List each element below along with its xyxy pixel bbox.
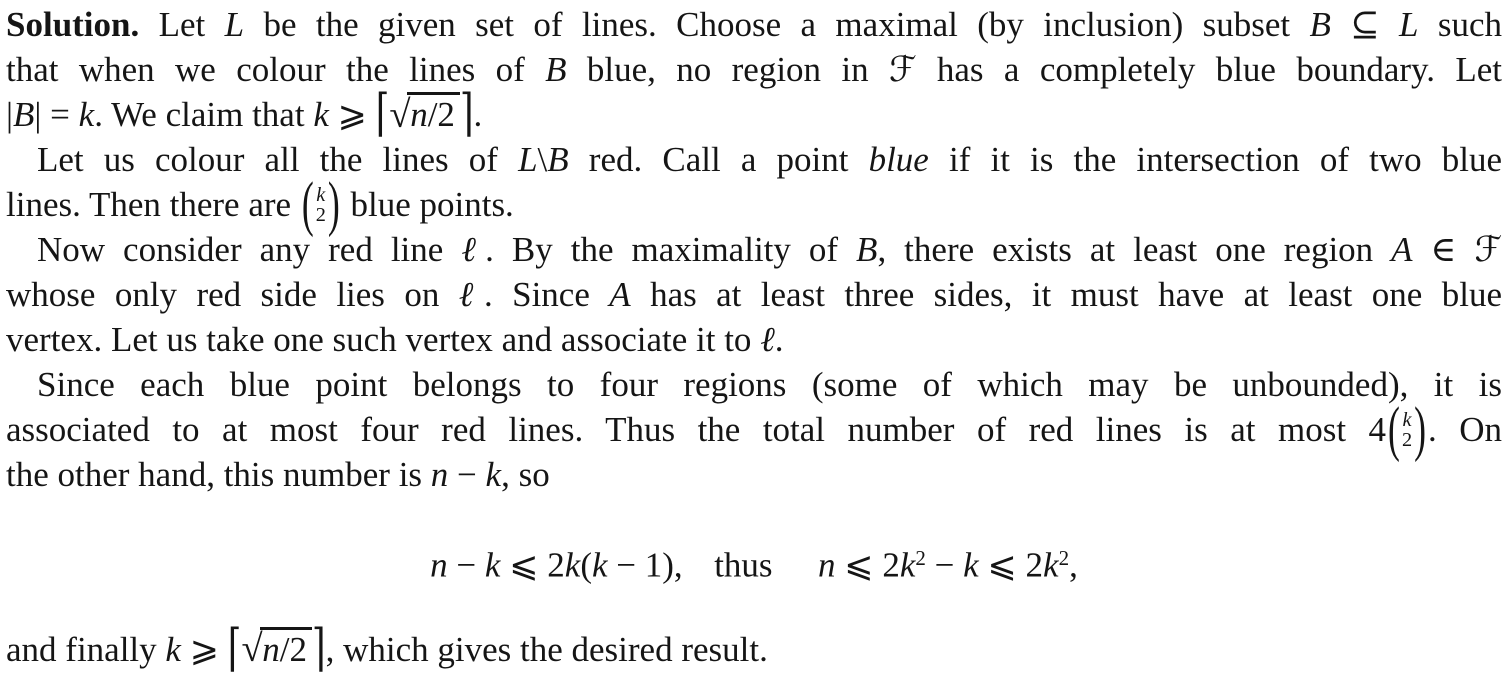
math-var: k (165, 629, 181, 669)
ceil-sqrt-expression (375, 85, 474, 142)
text-line (6, 227, 1502, 272)
text-run: − 1), (607, 545, 683, 585)
text-line (6, 2, 1502, 47)
text-line (6, 85, 1502, 142)
math-var: k (313, 95, 329, 134)
text-run: Now consider any red line (37, 230, 462, 269)
text-run: | (6, 95, 14, 134)
text-run: ⩽ 2 (835, 545, 900, 585)
math-var: L (224, 5, 245, 44)
binom-bottom: 2 (1401, 428, 1413, 451)
text-run: thus (714, 545, 773, 585)
binom-top: k (1402, 408, 1412, 431)
text-line (6, 619, 1502, 677)
math-var: k (899, 545, 916, 585)
text-line (6, 452, 1502, 497)
right-ceiling-icon: ⌉ (311, 619, 326, 677)
text-line (6, 168, 1502, 238)
text-line (6, 137, 1502, 182)
math-var: k (484, 545, 501, 585)
radical-sign-icon: √ (241, 628, 263, 671)
display-equation (6, 536, 1502, 588)
text-run: ⩾ (180, 629, 228, 669)
text-run: lines. Then there are (6, 185, 300, 224)
text-line (6, 393, 1502, 463)
text-run: . (774, 320, 784, 359)
script-cap-f: ℱ (889, 50, 917, 89)
text-run: − (925, 545, 964, 585)
text-run: . By the maximality of (485, 230, 857, 269)
math-var: k (963, 545, 979, 585)
math-var: B (856, 230, 878, 269)
text-run: ∈ (1412, 230, 1475, 269)
text-run: ⊆ (1330, 5, 1399, 44)
text-run: blue, no region in (566, 50, 890, 89)
math-var: k (591, 545, 608, 585)
right-paren-icon: ) (1414, 393, 1426, 463)
math-var: L (518, 140, 538, 179)
text-run: associated to at most four red lines. Thus the total number of red lines is at most 4 (6, 410, 1387, 449)
text-run: . Since (483, 275, 610, 314)
math-var: n (262, 629, 280, 669)
text-run: ⩽ 2 (978, 545, 1044, 585)
math-var: A (1391, 230, 1413, 269)
math-var: n (430, 545, 448, 585)
superscript: 2 (915, 546, 926, 570)
radical-sign-icon: √ (389, 93, 411, 136)
text-line (6, 47, 1502, 92)
text-run: , (1069, 545, 1078, 585)
binomial-coefficient (1388, 393, 1426, 463)
text-run: − (447, 545, 485, 585)
text-run: vertex. Let us take one such vertex and associate it to (6, 320, 761, 359)
text-run: such (1418, 5, 1502, 44)
text-run: red. Call a point (568, 140, 869, 179)
text-line (6, 317, 1502, 362)
binomial-coefficient (301, 168, 340, 238)
text-run: blue points. (341, 185, 514, 224)
text-run: /2 (427, 95, 455, 134)
text-run: /2 (279, 629, 308, 669)
text-run: Let us colour all the lines of (37, 140, 519, 179)
text-run: Let (139, 5, 225, 44)
text-run: . (473, 95, 483, 134)
text-run: ⩾ (328, 95, 376, 134)
left-paren-icon: ( (301, 168, 314, 238)
bold-run: Solution. (6, 5, 140, 44)
math-var: n (818, 545, 836, 585)
math-var: B (547, 140, 569, 179)
binom-top: k (316, 183, 326, 206)
left-ceiling-icon: ⌈ (375, 85, 390, 142)
radicand (407, 92, 459, 134)
text-run: Since each blue point belongs to four regions (some of which may be unbounded), it is (37, 365, 1502, 404)
text-run: , so (501, 455, 550, 494)
text-run: whose only red side lies on (6, 275, 459, 314)
right-ceiling-icon: ⌉ (459, 85, 474, 142)
superscript: 2 (1058, 546, 1070, 570)
math-var: k (78, 95, 95, 134)
text-run: , which gives the desired result. (325, 629, 768, 669)
text-run: has a completely blue boundary. Let (916, 50, 1502, 89)
text-run: \ (537, 140, 548, 179)
math-var: B (1309, 5, 1331, 44)
text-run: , there exists at least one region (877, 230, 1392, 269)
math-var: ℓ (458, 275, 484, 314)
text-run: that when we colour the lines of (6, 50, 546, 89)
text-run: . On (1427, 410, 1502, 449)
script-cap-f: ℱ (1474, 230, 1502, 269)
text-run: if it is the intersection of two blue (928, 140, 1502, 179)
math-var: ℓ (461, 230, 486, 269)
math-var: k (564, 545, 581, 585)
math-var: B (545, 50, 567, 89)
math-var: A (609, 275, 631, 314)
text-run: − (448, 455, 486, 494)
math-var: ℓ (760, 320, 775, 359)
radicand (260, 627, 312, 669)
binom-bottom: 2 (315, 203, 326, 226)
text-run: has at least three sides, it must have at least one blue (630, 275, 1503, 314)
math-var: n (430, 455, 449, 494)
text-run: be the given set of lines. Choose a maximal (by inclusion) subset (244, 5, 1310, 44)
left-ceiling-icon: ⌈ (227, 619, 242, 677)
math-var: k (485, 455, 502, 494)
math-var: blue (868, 140, 929, 179)
ceil-sqrt-expression (227, 619, 326, 677)
text-line (6, 272, 1502, 317)
text-run: ( (580, 545, 592, 585)
math-var: k (1043, 545, 1059, 585)
text-run: | = (34, 95, 79, 134)
math-var: B (13, 95, 35, 134)
text-run: and finally (6, 629, 166, 669)
binom-stack (314, 185, 328, 226)
text-line (6, 362, 1502, 407)
right-paren-icon: ) (327, 168, 340, 238)
math-var: L (1399, 5, 1419, 44)
binom-stack (1400, 410, 1414, 451)
left-paren-icon: ( (1388, 393, 1400, 463)
text-run: . We claim that (94, 95, 314, 134)
text-run: the other hand, this number is (6, 455, 431, 494)
math-var: n (410, 95, 428, 134)
text-run: ⩽ 2 (500, 545, 565, 585)
